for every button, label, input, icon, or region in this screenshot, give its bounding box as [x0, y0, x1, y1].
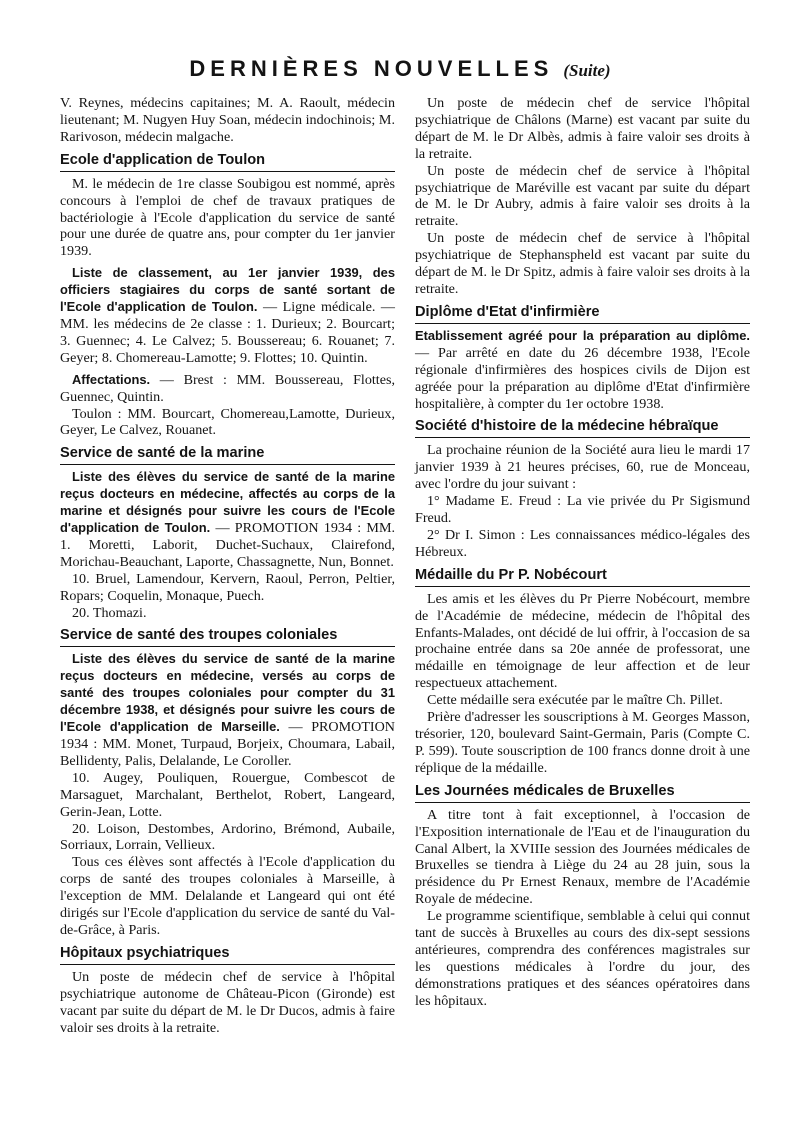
- hopitaux-paragraph-2: Un poste de médecin chef de service l'hôpital psychiatrique de Châlons (Marne) est vacant par suite du départ de M. le Dr Albès, admis à faire valoir ses droits à la retraite.: [415, 95, 750, 162]
- coloniales-rest: — PROMOTION 1934 : MM. Monet, Turpaud, Borjeix, Choumara, Labail, Bellidenty, Palis, Delalande, Le Coroller.: [60, 719, 395, 769]
- section-heading-medaille: Médaille du Pr P. Nobécourt: [415, 567, 750, 587]
- coloniales-paragraph-10: 10. Augey, Pouliquen, Rouergue, Combescot de Marsaguet, Marchalant, Berthelot, Robert, Langeard, Gerin-Jean, Lotte.: [60, 769, 395, 820]
- diplome-lead: Etablissement agréé pour la préparation au diplôme.: [415, 327, 750, 343]
- medaille-paragraph-2: Cette médaille sera exécutée par le maître Ch. Pillet.: [427, 692, 723, 709]
- societe-paragraph-2: 1° Madame E. Freud : La vie privée du Pr Sigismund Freud.: [415, 493, 750, 527]
- journees-paragraph-2: Le programme scientifique, semblable à celui qui connut tant de succès à Bruxelles au cours des dix-sept sessions antérieures, comprendra des conférences magistrales sur les questions médicales à l'ordre du jour, des démonstrations pratiques et des séances opératoires dans les hôpitaux.: [415, 908, 750, 1009]
- toulon-paragraph: Toulon : MM. Bourcart, Chomereau,Lamotte, Durieux, Geyer, Le Calvez, Rouanet.: [60, 405, 395, 439]
- medaille-paragraph-3: Prière d'adresser les souscriptions à M. Georges Masson, trésorier, 120, boulevard Saint-Germain, Paris (Compte C. P. 599). Toute souscription de 100 francs donne droit à une réplique de la médaille.: [415, 709, 750, 776]
- page-title-suite: (Suite): [563, 61, 611, 80]
- affectations-paragraph: [60, 372, 395, 406]
- section-heading-ecole: Ecole d'application de Toulon: [60, 152, 395, 172]
- classement-paragraph: [60, 265, 395, 366]
- coloniales-paragraph: [60, 651, 395, 769]
- coloniales-paragraph-tous: Tous ces élèves sont affectés à l'Ecole d'application du corps de santé des troupes coloniales à Marseille, à l'exception de MM. Delalande et Langeard qui ont été dirigés sur l'Ecole d'application du service de santé du Val-de-Grâce, à Paris.: [60, 854, 395, 938]
- marine-rest: — PROMOTION 1934 : MM. 1. Moretti, Laborit, Duchet-Suchaux, Clairefond, Morichau-Beauchant, Laporte, Chassagnette, Nun, Bonnet.: [60, 520, 396, 570]
- marine-lead: Liste des élèves du service de santé de la marine reçus docteurs en médecine, affectés au corps de la marine et désignés pour suivre les cours de l'Ecole d'application de Toulon.: [60, 469, 395, 536]
- classement-lead: Liste de classement, au 1er janvier 1939, des officiers stagiaires du corps de santé sortant de l'Ecole d'application de Toulon.: [60, 265, 395, 315]
- section-heading-hopitaux: Hôpitaux psychiatriques: [60, 945, 395, 965]
- coloniales-lead: Liste des élèves du service de santé de la marine reçus docteurs en médecine, versés au corps de santé des troupes coloniales pour compter du 31 décembre 1938, et désignés pour suivre les cours de l'Ecole d'application de Marseille.: [60, 651, 395, 735]
- hopitaux-paragraph-3: Un poste de médecin chef de service à l'hôpital psychiatrique de Maréville est vacant par suite du départ de M. le Dr Aubry, admis à faire valoir ses droits à la retraite.: [415, 162, 750, 230]
- coloniales-paragraph-20: 20. Loison, Destombes, Ardorino, Brémond, Aubaile, Sorriaux, Lorrain, Vellieux.: [60, 820, 395, 854]
- page-title: [0, 56, 800, 82]
- ecole-paragraph: M. le médecin de 1re classe Soubigou est nommé, après concours à l'emploi de chef de travaux pratiques de bactériologie à l'Ecole d'application du service de santé pour une durée de quatre ans, pour compter du 1er janvier 1939.: [60, 175, 395, 260]
- societe-paragraph-1: La prochaine réunion de la Société aura lieu le mardi 17 janvier 1939 à 21 heures précises, 60, rue de Monceau, avec l'ordre du jour suivant :: [415, 442, 750, 493]
- hopitaux-paragraph-1: Un poste de médecin chef de service à l'hôpital psychiatrique autonome de Château-Picon (Gironde) est vacant par suite du départ de M. le Dr Ducos, admis à faire valoir ses droits à la retraite.: [60, 968, 395, 1036]
- section-heading-journees: Les Journées médicales de Bruxelles: [415, 783, 750, 803]
- marine-paragraph-10: 10. Bruel, Lamendour, Kervern, Raoul, Perron, Peltier, Ropars; Coquelin, Monaque, Puech.: [60, 570, 395, 604]
- section-heading-coloniales: Service de santé des troupes coloniales: [60, 627, 395, 647]
- left-column: [60, 95, 395, 1037]
- section-heading-diplome: Diplôme d'Etat d'infirmière: [415, 304, 750, 324]
- hopitaux-paragraph-4: Un poste de médecin chef de service à l'hôpital psychiatrique de Stephanspheld est vacant par suite du départ de M. le Dr Spitz, admis à faire valoir ses droits à la retraite.: [415, 230, 750, 297]
- marine-paragraph-20: 20. Thomazi.: [72, 604, 147, 621]
- right-column: [415, 95, 750, 1010]
- medaille-paragraph-1: Les amis et les élèves du Pr Pierre Nobécourt, membre de l'Académie de médecine, médecin de l'hôpital des Enfants-Malades, ont décidé de lui offrir, à l'occasion de sa prochaine entrée dans sa 20e année de professorat, une médaille en témoignage de leur affection et de leur respectueux attachement.: [415, 590, 750, 692]
- affectations-rest: — Brest : MM. Boussereau, Flottes, Guennec, Quintin.: [60, 371, 395, 405]
- marine-paragraph: [60, 469, 395, 570]
- intro-paragraph: V. Reynes, médecins capitaines; M. A. Raoult, médecin lieutenant; M. Nugyen Huy Soan, médecin indochinois; M. Rarivoson, médecin malgache.: [60, 95, 395, 145]
- journees-paragraph-1: A titre tont à fait exceptionnel, à l'occasion de l'Exposition internationale de l'Eau et de l'inauguration du Canal Albert, la XVIIIe session des Journées médicales de Bruxelles se tiendra à Liège du 24 au 28 juin, sous la présidence du Pr Ernest Renaux, membre de l'Académie Royale de médecine.: [415, 806, 750, 908]
- classement-rest: — Ligne médicale. — MM. les médecins de 2e classe : 1. Durieux; 2. Bourcart; 3. Guennec; 4. Le Calvez; 5. Boussereau; 6. Rouanet; 7. Geyer; 8. Chomereau-Lamotte; 9. Flottes; 10. Quintin.: [60, 299, 395, 366]
- affectations-lead: Affectations.: [72, 371, 151, 387]
- section-heading-societe: Société d'histoire de la médecine hébraïque: [415, 418, 750, 438]
- societe-paragraph-3: 2° Dr I. Simon : Les connaissances médico-légales des Hébreux.: [415, 526, 750, 560]
- section-heading-marine: Service de santé de la marine: [60, 445, 395, 465]
- diplome-paragraph: [415, 328, 750, 413]
- page-title-text: DERNIÈRES NOUVELLES: [189, 56, 554, 81]
- diplome-rest: — Par arrêté en date du 26 décembre 1938, l'Ecole régionale d'infirmières des hospices civils de Dijon est agréée pour la préparation au diplôme d'Etat d'infirmière hospitalière, à compter du 1er octobre 1938.: [415, 344, 750, 412]
